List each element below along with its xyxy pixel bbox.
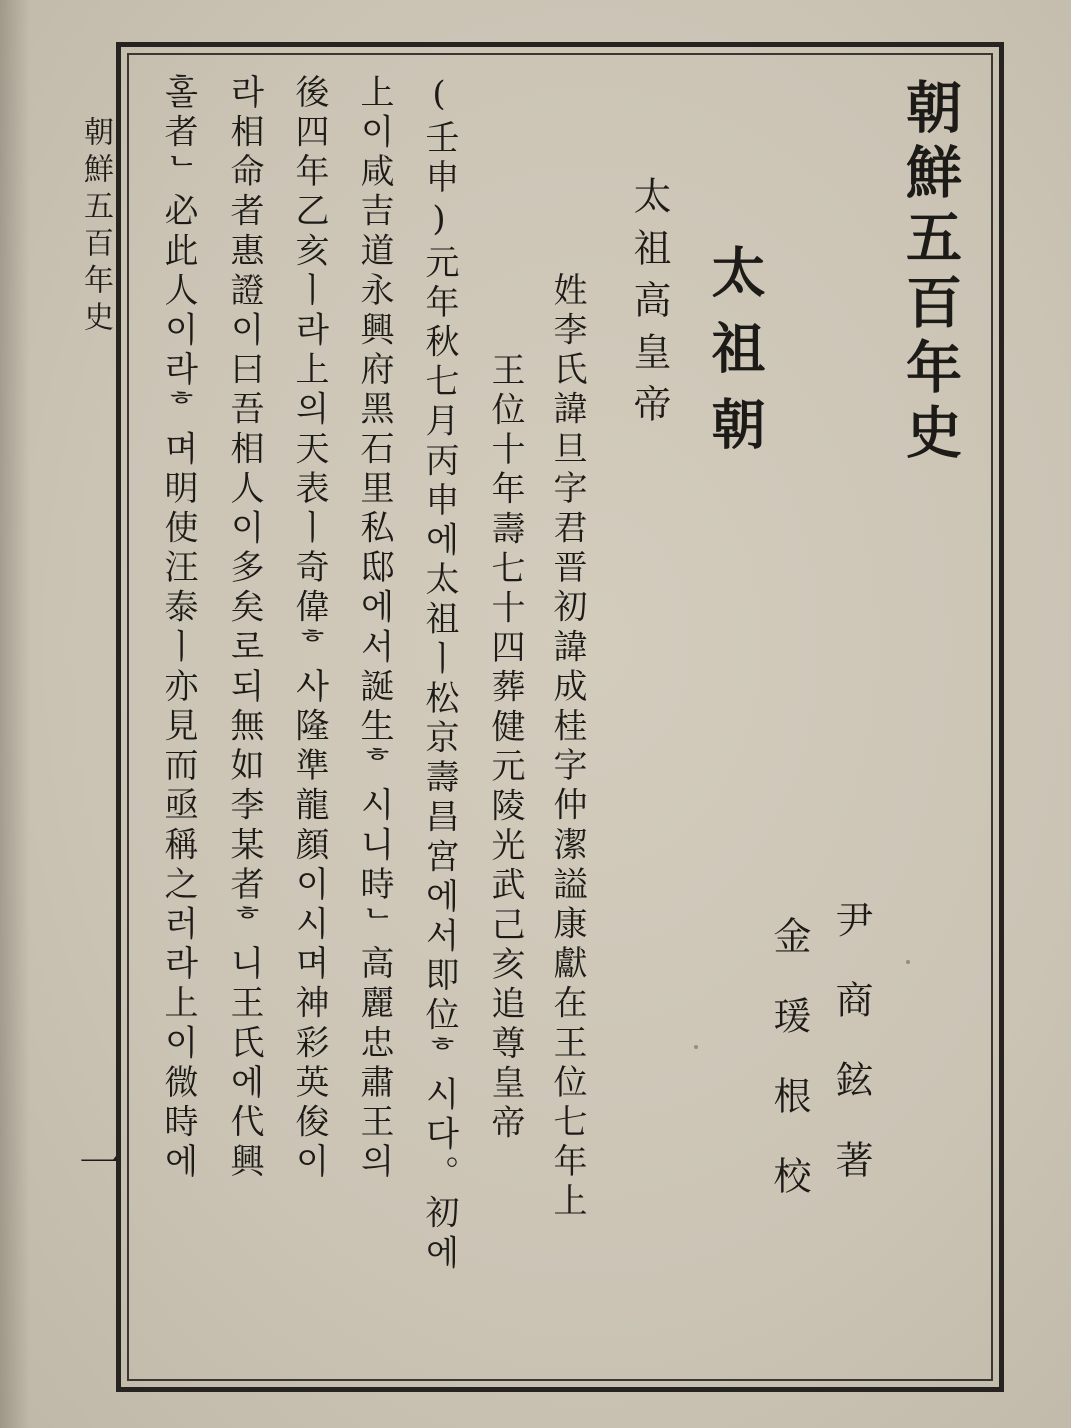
page-number: 一: [71, 1140, 122, 1184]
chapter-title: 太祖朝: [703, 244, 767, 472]
book-title: 朝鮮五百年史: [897, 78, 963, 468]
body-column-7: 홀者ᄂ必此人이라ᄒ며明使汪泰ㅣ亦見而亟稱之러라上이微時에: [158, 74, 198, 1183]
body-column-1: 姓李氏諱旦字君晋初諱成桂字仲潔謚康獻在王位七年上: [547, 272, 587, 1223]
body-column-3: (壬申)元年秋七月丙申에太祖ㅣ松京壽昌宮에서即位ᄒ시다。初에: [419, 74, 459, 1274]
margin-running-title: 朝鮮五百年史: [78, 116, 113, 338]
body-column-5: 後四年乙亥ㅣ라上의天表ㅣ奇偉ᄒ사隆準龍顔이시며神彩英俊이: [289, 74, 329, 1183]
body-column-4: 上이咸吉道永興府黑石里私邸에서誕生ᄒ시니時ᄂ高麗忠肅王의: [354, 74, 394, 1183]
body-column-2: 王位十年壽七十四葬健元陵光武己亥追尊皇帝: [485, 352, 525, 1144]
emperor-title: 太祖高皇帝: [627, 176, 671, 436]
paper-speck: [694, 1045, 698, 1049]
paper-speck: [906, 960, 910, 964]
body-column-6: 라相命者惠證이曰吾相人이多矣로되無如李某者ᄒ니王氏에代興: [224, 74, 264, 1183]
editor-credit: 金瑗根校: [767, 916, 811, 1236]
spine-shadow: [0, 0, 30, 1428]
author-credit: 尹商鉉著: [829, 900, 873, 1220]
